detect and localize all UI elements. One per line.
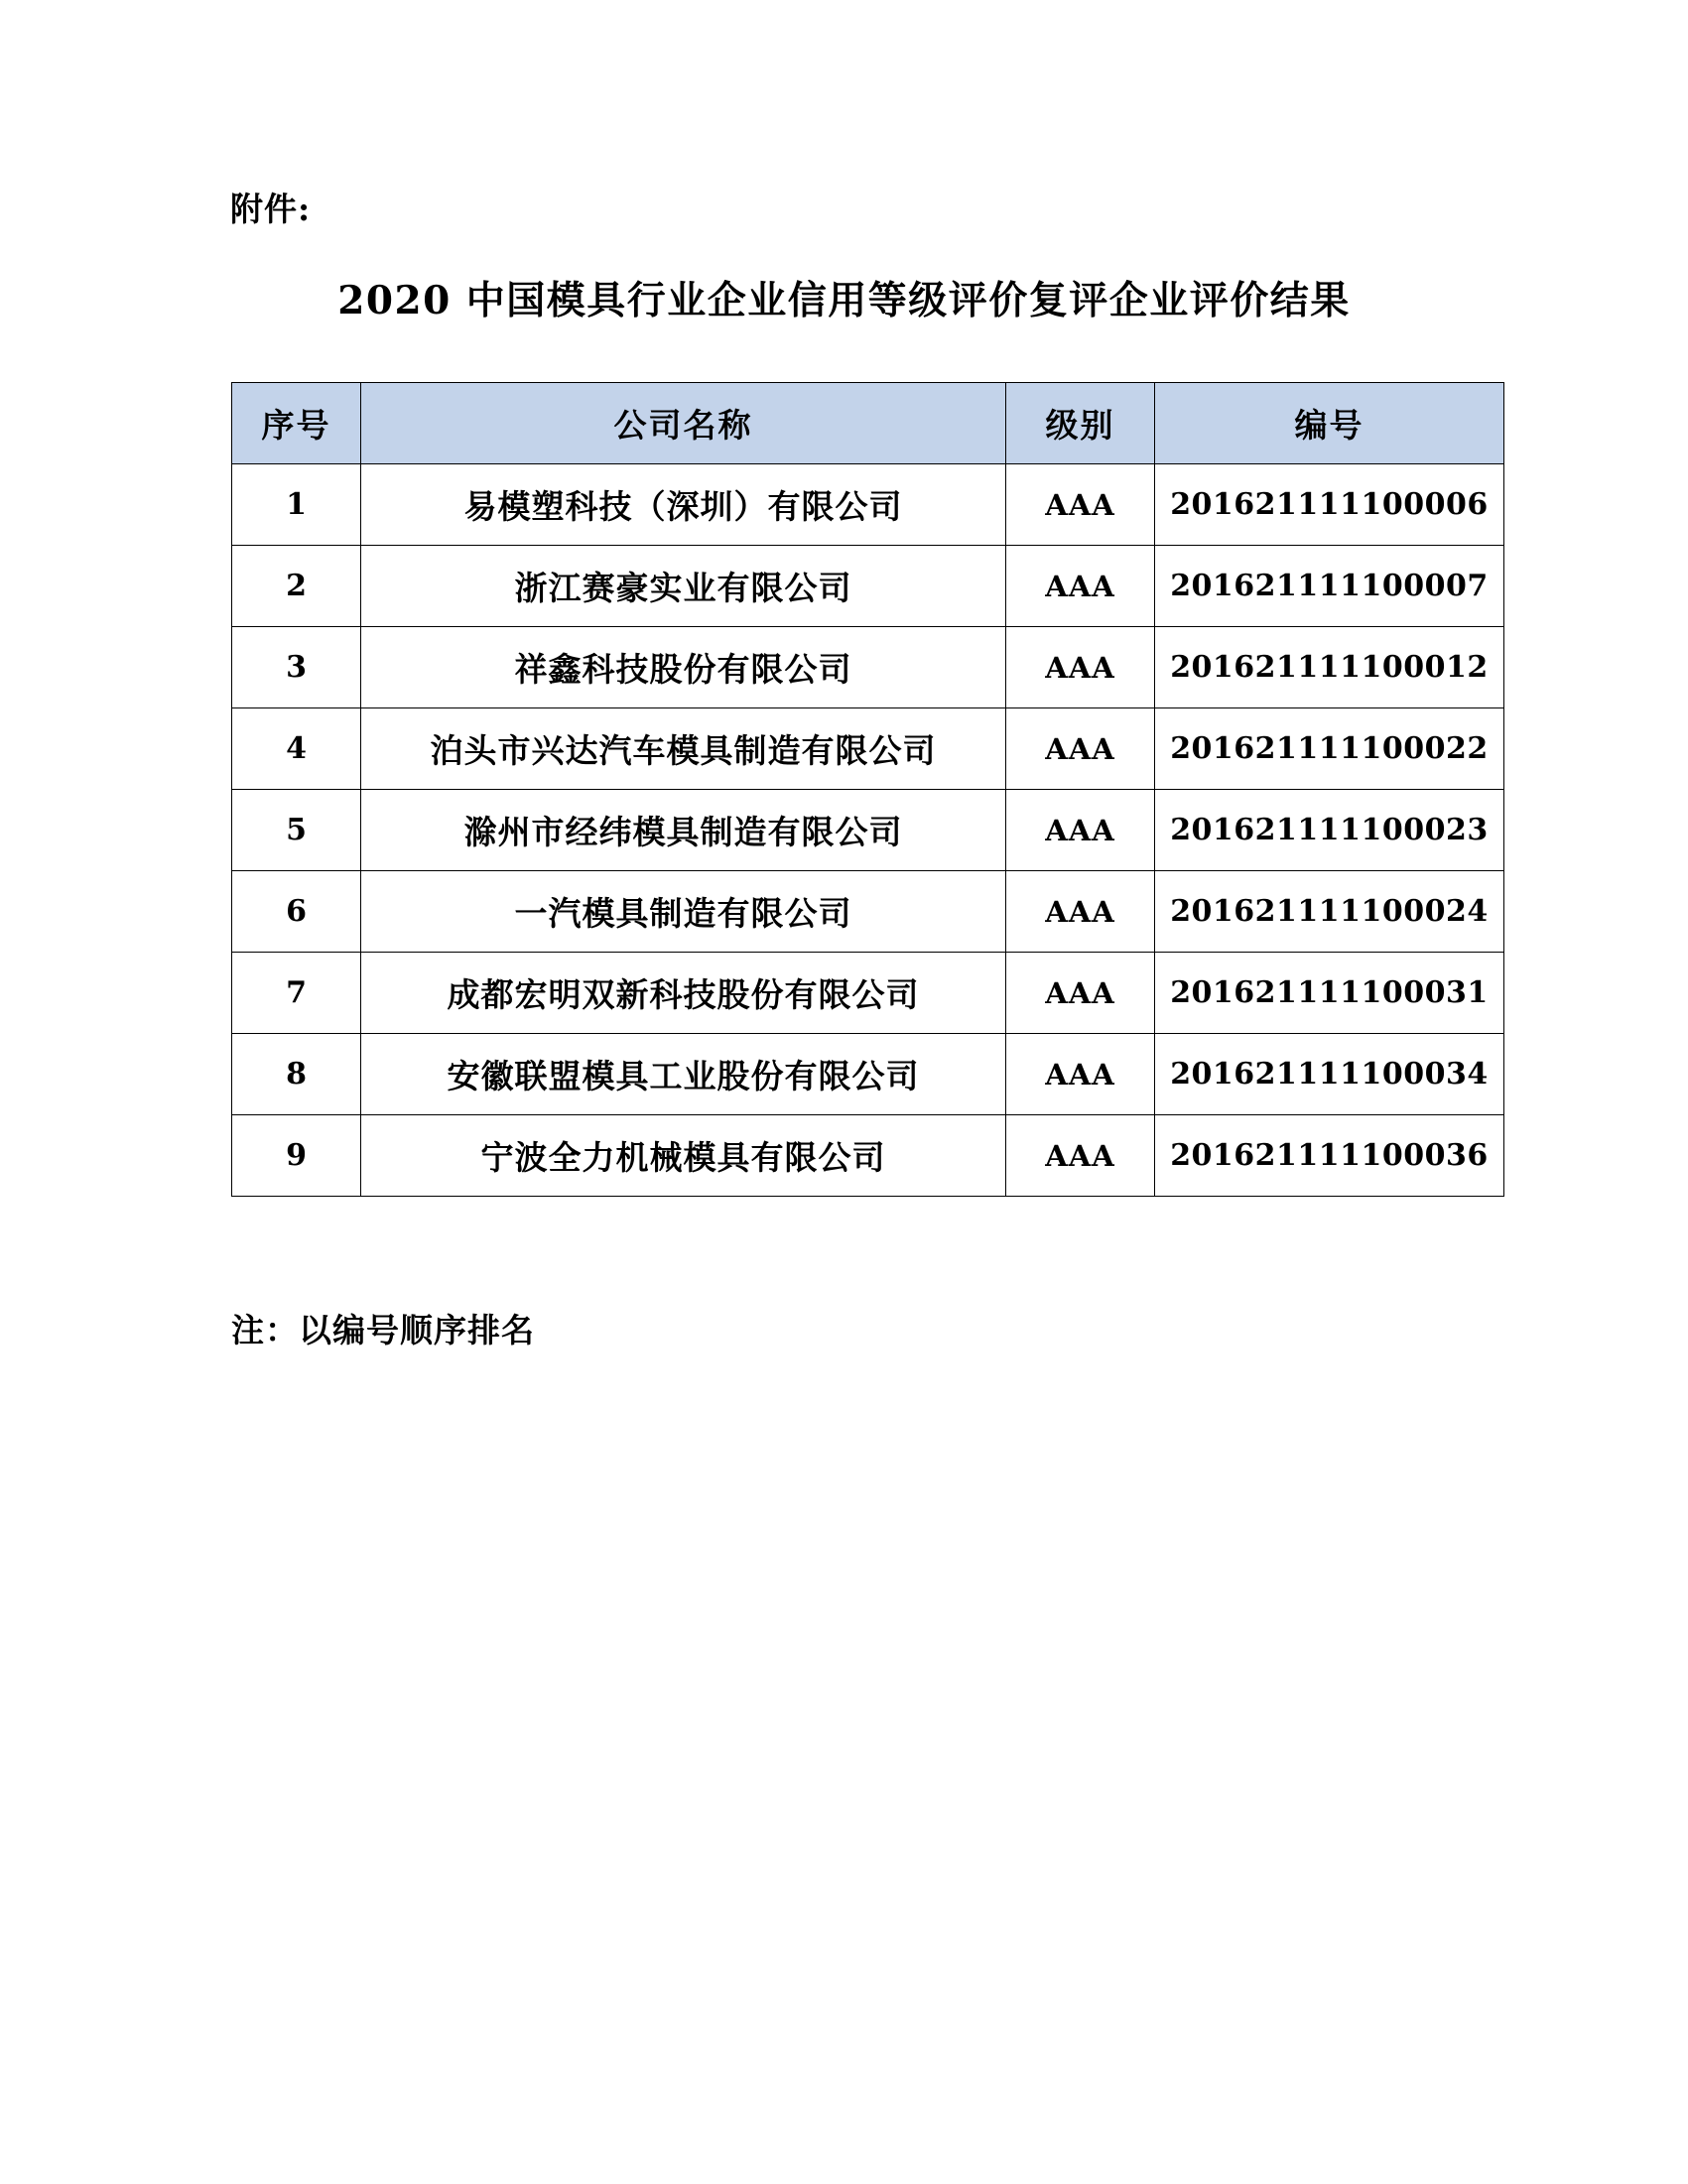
cell-index: 7 — [232, 953, 361, 1034]
table-row — [232, 1034, 1504, 1115]
table-note: 注：以编号顺序排名 — [231, 1311, 535, 1349]
cell-level: AAA — [1006, 953, 1155, 1034]
table-header — [232, 383, 1504, 464]
cell-code: 201621111100007 — [1155, 546, 1504, 627]
cell-company: 安徽联盟模具工业股份有限公司 — [361, 1034, 1006, 1115]
cell-index: 9 — [232, 1115, 361, 1197]
cell-index: 6 — [232, 871, 361, 953]
cell-code: 201621111100024 — [1155, 871, 1504, 953]
cell-index: 1 — [232, 464, 361, 546]
cell-company: 祥鑫科技股份有限公司 — [361, 627, 1006, 708]
table-header-row — [232, 383, 1504, 464]
cell-index: 5 — [232, 790, 361, 871]
cell-level: AAA — [1006, 708, 1155, 790]
column-header-level: 级别 — [1006, 383, 1155, 464]
table-row — [232, 546, 1504, 627]
results-table-container — [231, 382, 1503, 1197]
table-row — [232, 790, 1504, 871]
cell-index: 4 — [232, 708, 361, 790]
table-row — [232, 1115, 1504, 1197]
table-row — [232, 953, 1504, 1034]
cell-level: AAA — [1006, 627, 1155, 708]
cell-code: 201621111100012 — [1155, 627, 1504, 708]
cell-code: 201621111100034 — [1155, 1034, 1504, 1115]
cell-level: AAA — [1006, 1034, 1155, 1115]
cell-level: AAA — [1006, 871, 1155, 953]
column-header-code: 编号 — [1155, 383, 1504, 464]
cell-company: 宁波全力机械模具有限公司 — [361, 1115, 1006, 1197]
cell-code: 201621111100006 — [1155, 464, 1504, 546]
cell-level: AAA — [1006, 464, 1155, 546]
cell-company: 泊头市兴达汽车模具制造有限公司 — [361, 708, 1006, 790]
table-row — [232, 708, 1504, 790]
cell-level: AAA — [1006, 790, 1155, 871]
column-header-index: 序号 — [232, 383, 361, 464]
cell-company: 滁州市经纬模具制造有限公司 — [361, 790, 1006, 871]
cell-index: 3 — [232, 627, 361, 708]
cell-level: AAA — [1006, 546, 1155, 627]
cell-code: 201621111100031 — [1155, 953, 1504, 1034]
table-row — [232, 871, 1504, 953]
attachment-label: 附件: — [230, 190, 312, 228]
cell-index: 2 — [232, 546, 361, 627]
cell-level: AAA — [1006, 1115, 1155, 1197]
table-row — [232, 627, 1504, 708]
cell-code: 201621111100023 — [1155, 790, 1504, 871]
cell-company: 成都宏明双新科技股份有限公司 — [361, 953, 1006, 1034]
cell-code: 201621111100036 — [1155, 1115, 1504, 1197]
column-header-company: 公司名称 — [361, 383, 1006, 464]
table-body — [232, 464, 1504, 1197]
cell-company: 浙江赛豪实业有限公司 — [361, 546, 1006, 627]
cell-company: 一汽模具制造有限公司 — [361, 871, 1006, 953]
evaluation-results-table — [231, 382, 1504, 1197]
page-title: 2020 中国模具行业企业信用等级评价复评企业评价结果 — [337, 278, 1351, 323]
cell-code: 201621111100022 — [1155, 708, 1504, 790]
cell-index: 8 — [232, 1034, 361, 1115]
cell-company: 易模塑科技（深圳）有限公司 — [361, 464, 1006, 546]
table-row — [232, 464, 1504, 546]
